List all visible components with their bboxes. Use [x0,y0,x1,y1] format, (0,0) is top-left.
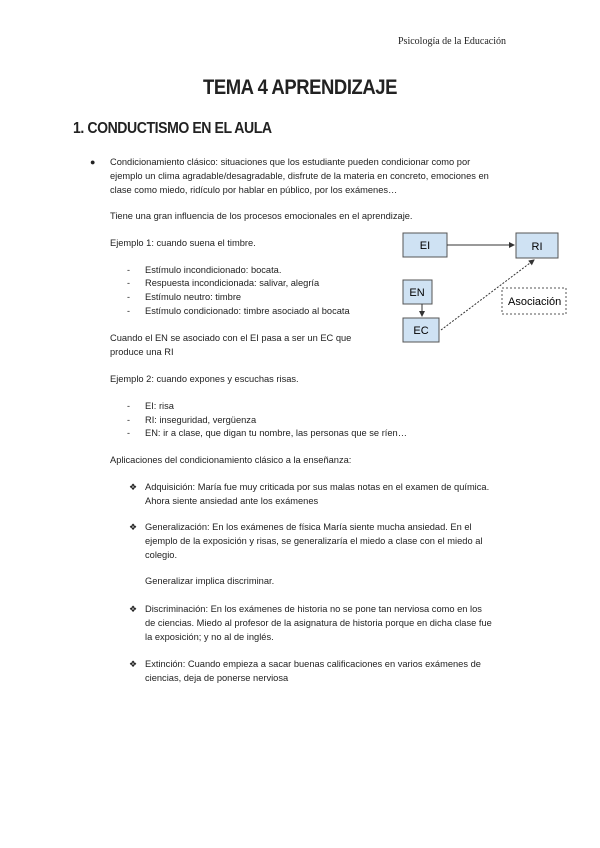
list-item: EN: ir a clase, que digan tu nombre, las personas que se ríen… [145,428,408,438]
list-item: Extinción: Cuando empieza a sacar buenas calificaciones en varios exámenes de [145,659,481,669]
list-item: la exposición; y no al de inglés. [145,632,274,642]
dash-marker: - [127,278,130,288]
dash-marker: - [127,415,130,425]
ec-label: EC [413,325,429,337]
text-line: Condicionamiento clásico: situaciones que los estudiante pueden condicionar como por [110,157,471,167]
list-item: EI: risa [145,401,174,411]
text-line: Generalizar implica discriminar. [145,576,275,586]
list-item: ciencias, deja de ponerse nerviosa [145,673,289,683]
list-item: de ciencias. Miedo al profesor de la asignatura de historia porque en dicha clase fue [145,618,492,628]
list-item: RI: inseguridad, vergüenza [145,415,257,425]
page-header: Psicología de la Educación [398,36,507,47]
diamond-bullet-icon: ❖ [129,482,138,492]
text-line: Tiene una gran influencia de los procesos emocionales en el aprendizaje. [110,211,413,221]
text-line: produce una RI [110,347,174,357]
page-title: TEMA 4 APRENDIZAJE [202,76,398,99]
bullet-icon: ● [90,157,96,167]
list-item: Estímulo neutro: timbre [145,292,242,302]
diamond-bullet-icon: ❖ [129,604,138,614]
list-item: Ahora siente ansiedad ante los exámenes [145,496,319,506]
text-line: Ejemplo 2: cuando expones y escuchas risas. [110,374,299,384]
diamond-bullet-icon: ❖ [129,659,138,669]
dash-marker: - [127,292,130,302]
text-line: clase como miedo, ridículo por hablar en público, por los exámenes… [110,185,398,195]
list-item: Estímulo condicionado: timbre asociado al bocata [145,306,350,316]
list-item: colegio. [145,550,178,560]
dash-marker: - [127,428,130,438]
ri-label: RI [531,241,543,253]
ec-ri-arrow [441,260,534,330]
text-line: ejemplo un clima agradable/desagradable, disfrute de la materia en concreto, emociones en [110,171,489,181]
list-item: Respuesta incondicionada: salivar, alegría [145,278,320,288]
diamond-bullet-icon: ❖ [129,522,138,532]
asociacion-label: Asociación [508,296,562,308]
text-line: Cuando el EN se asociado con el EI pasa a ser un EC que [110,333,352,343]
dash-marker: - [127,401,130,411]
dash-marker: - [127,306,130,316]
text-line: Ejemplo 1: cuando suena el timbre. [110,238,256,248]
en-label: EN [409,287,425,299]
list-item: Generalización: En los exámenes de física María siente mucha ansiedad. En el [145,522,472,532]
list-item: Adquisición: María fue muy criticada por sus malas notas en el examen de química. [145,482,490,492]
ei-label: EI [419,240,431,252]
list-item: Discriminación: En los exámenes de historia no se pone tan nerviosa como en los [145,604,482,614]
list-item: ejemplo de la exposición y risas, se generalizaría el miedo a clase con el miedo al [145,536,483,546]
list-item: Estímulo incondicionado: bocata. [145,265,282,275]
section-heading: 1. CONDUCTISMO EN EL AULA [73,120,272,137]
text-line: Aplicaciones del condicionamiento clásico a la enseñanza: [110,455,352,465]
dash-marker: - [127,265,130,275]
